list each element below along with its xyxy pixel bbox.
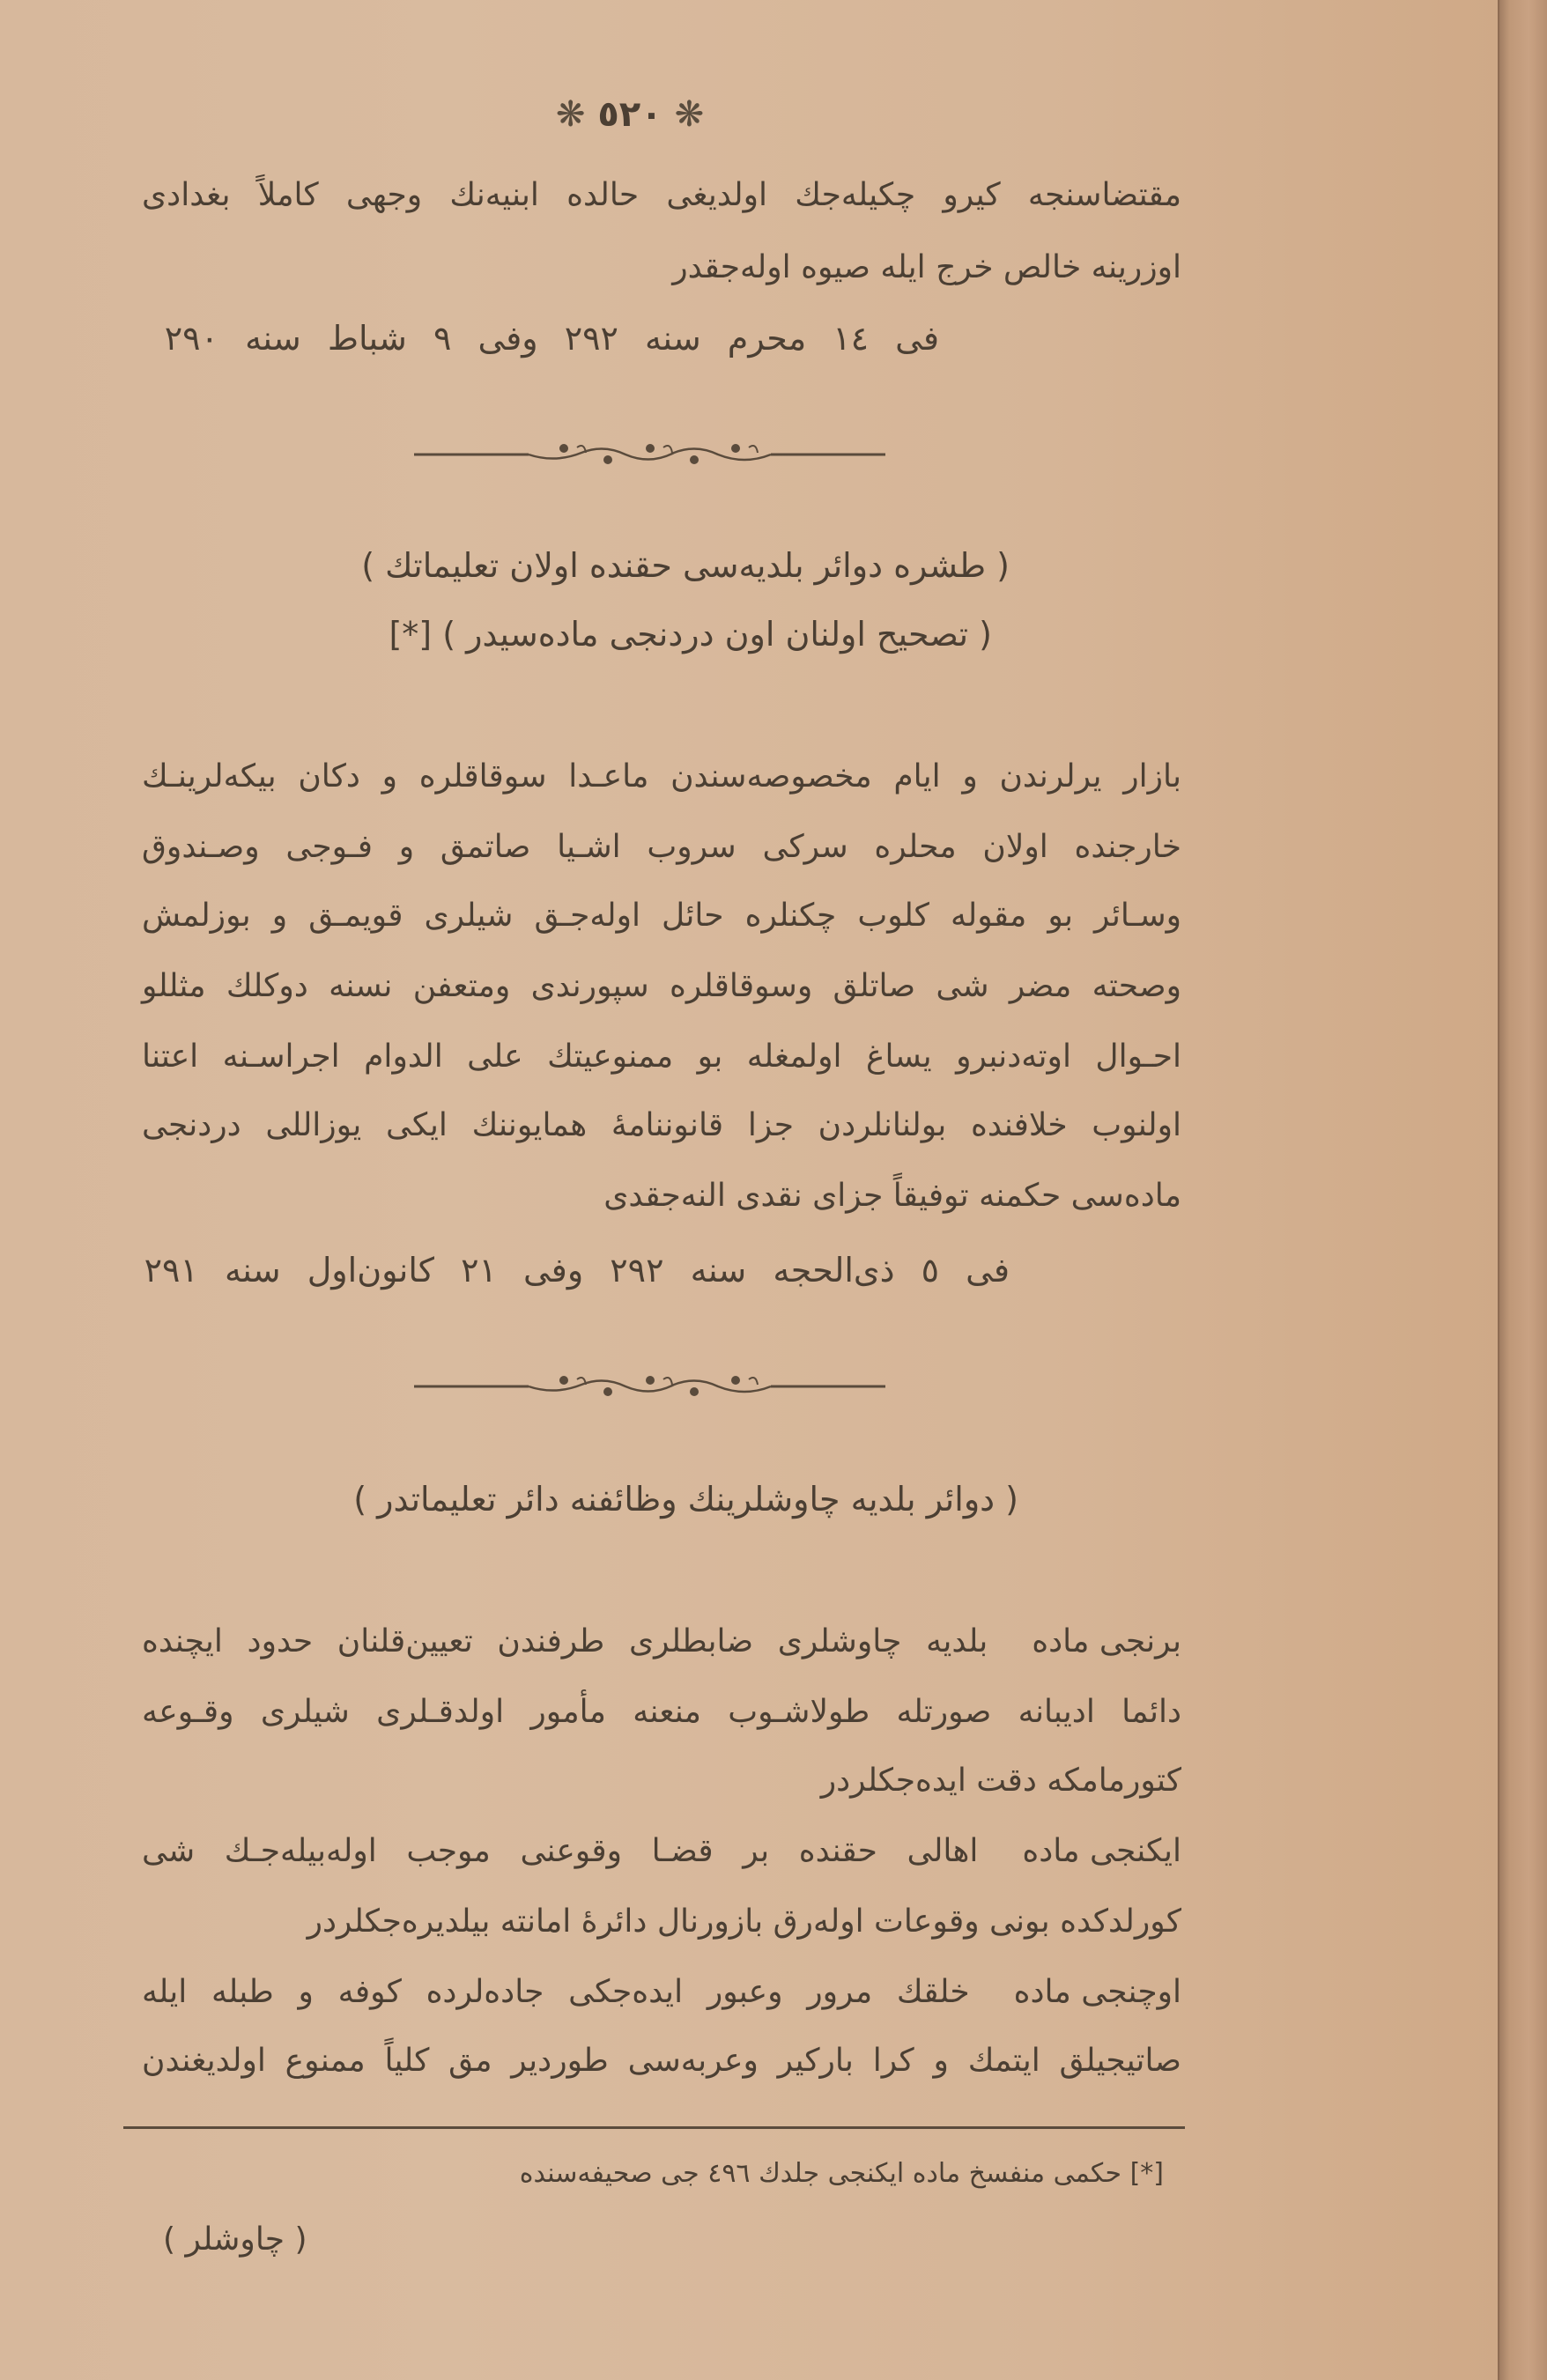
text-line: مقتضاسنجه كيرو چكيله‌جك اولديغى حالده ابنيه‌نك وجهى كاملاً بغدادى: [142, 177, 1181, 213]
section-title: ( تصحيح اولنان اون دردنجى ماده‌سيدر ) [*]: [389, 615, 992, 654]
section-title: ( دوائر بلديه چاوشلرينك وظائفنه دائر تعليماتدر ): [353, 1480, 1018, 1519]
text-line: خارجنده اولان محلره سركى سروب اشـيا صاتمق و فـوجى وصـندوق: [142, 829, 1181, 865]
text-line: احـوال اوته‌دنبرو يساغ اولمغله بو ممنوعيتك على الدوام اجراسـنه اعتنا: [142, 1038, 1181, 1075]
text-line: وصحته مضر شى صاتلق وسوقاقلره سپورندى ومتعفن نسنه دوكلك مثللو: [142, 968, 1181, 1004]
footnote-text: حكمى منفسخ ماده ايكنجى جلدك ٤٩٦ جى صحيفه‌سنده: [519, 2158, 1122, 2189]
page-edge: [1498, 0, 1547, 2380]
article-first-line: [142, 1832, 1181, 1870]
text-line: وسـائر بو مقوله كلوب چكنلره حائل اوله‌جـق شيلرى قويمـق و بوزلمش: [142, 898, 1181, 934]
text-line: بازار يرلرندن و ايام مخصوصه‌سندن ماعـدا سوقاقلره و دكان بيكه‌لرينـك: [142, 758, 1181, 795]
article-label: اوچنجى ماده: [1013, 1974, 1181, 2010]
page-header: [529, 84, 731, 145]
article-first-line: [142, 1622, 1181, 1660]
text-line: دائما اديبانه صورتله طولاشـوب منعنه مأمور اولدقـلرى شيلرى وقـوعه: [142, 1694, 1181, 1730]
article-first-line: [142, 1973, 1181, 2011]
article-label: برنجى ماده: [1032, 1623, 1181, 1659]
text-line: كورلدكده بونى وقوعات اوله‌رق بازورنال دائرهٔ امانته بيلديره‌جكلردر: [307, 1903, 1181, 1940]
star-ornament-icon: ❋: [555, 94, 586, 135]
footnote: [520, 2158, 1164, 2189]
article-text: اهالى حقنده بر قضـا وقوعنى موجب اوله‌بيله‌جـك شى: [142, 1833, 979, 1869]
date-line: فى ٥ ذى‌الحجه سنه ٢٩٢ وفى ٢١ كانون‌اول سنه ٢٩١: [144, 1251, 1010, 1290]
text-line: اوزرينه خالص خرج ايله صيوه اوله‌جقدر: [672, 249, 1181, 285]
page-number: ٥٢٠: [597, 94, 662, 135]
article-text: خلقك مرور وعبور ايده‌جكى جاده‌لرده كوفه و طبله ايله: [142, 1974, 970, 2010]
date-line: فى ١٤ محرم سنه ٢٩٢ وفى ٩ شباط سنه ٢٩٠: [164, 319, 939, 358]
text-line: اولنوب خلافنده بولنانلردن جزا قانوننامهٔ همايوننك ايكى يوزاللى دردنجى: [142, 1107, 1181, 1143]
footnote-marker: [*]: [1129, 2158, 1164, 2189]
catchword: ( چاوشلر ): [163, 2221, 307, 2258]
footnote-divider: [123, 2126, 1185, 2129]
floral-divider-icon: [414, 1372, 885, 1399]
floral-divider-icon: [414, 440, 885, 467]
article-label: ايكنجى ماده: [1022, 1833, 1181, 1869]
text-line: صاتيجيلق ايتمك و كرا باركير وعربه‌سى طوردير مق كلياً ممنوع اولديغندن: [142, 2043, 1181, 2079]
star-ornament-icon: ❋: [674, 94, 705, 135]
text-line: ماده‌سى حكمنه توفيقاً جزاى نقدى النه‌جقدى: [603, 1178, 1181, 1214]
section-title: ( طشره دوائر بلديه‌سى حقنده اولان تعليماتك ): [361, 546, 1010, 585]
text-line: كتورمامكه دقت ايده‌جكلردر: [820, 1763, 1181, 1799]
article-text: بلديه چاوشلرى ضابطلرى طرفندن تعيين‌قلنان حدود ايچنده: [142, 1623, 988, 1659]
